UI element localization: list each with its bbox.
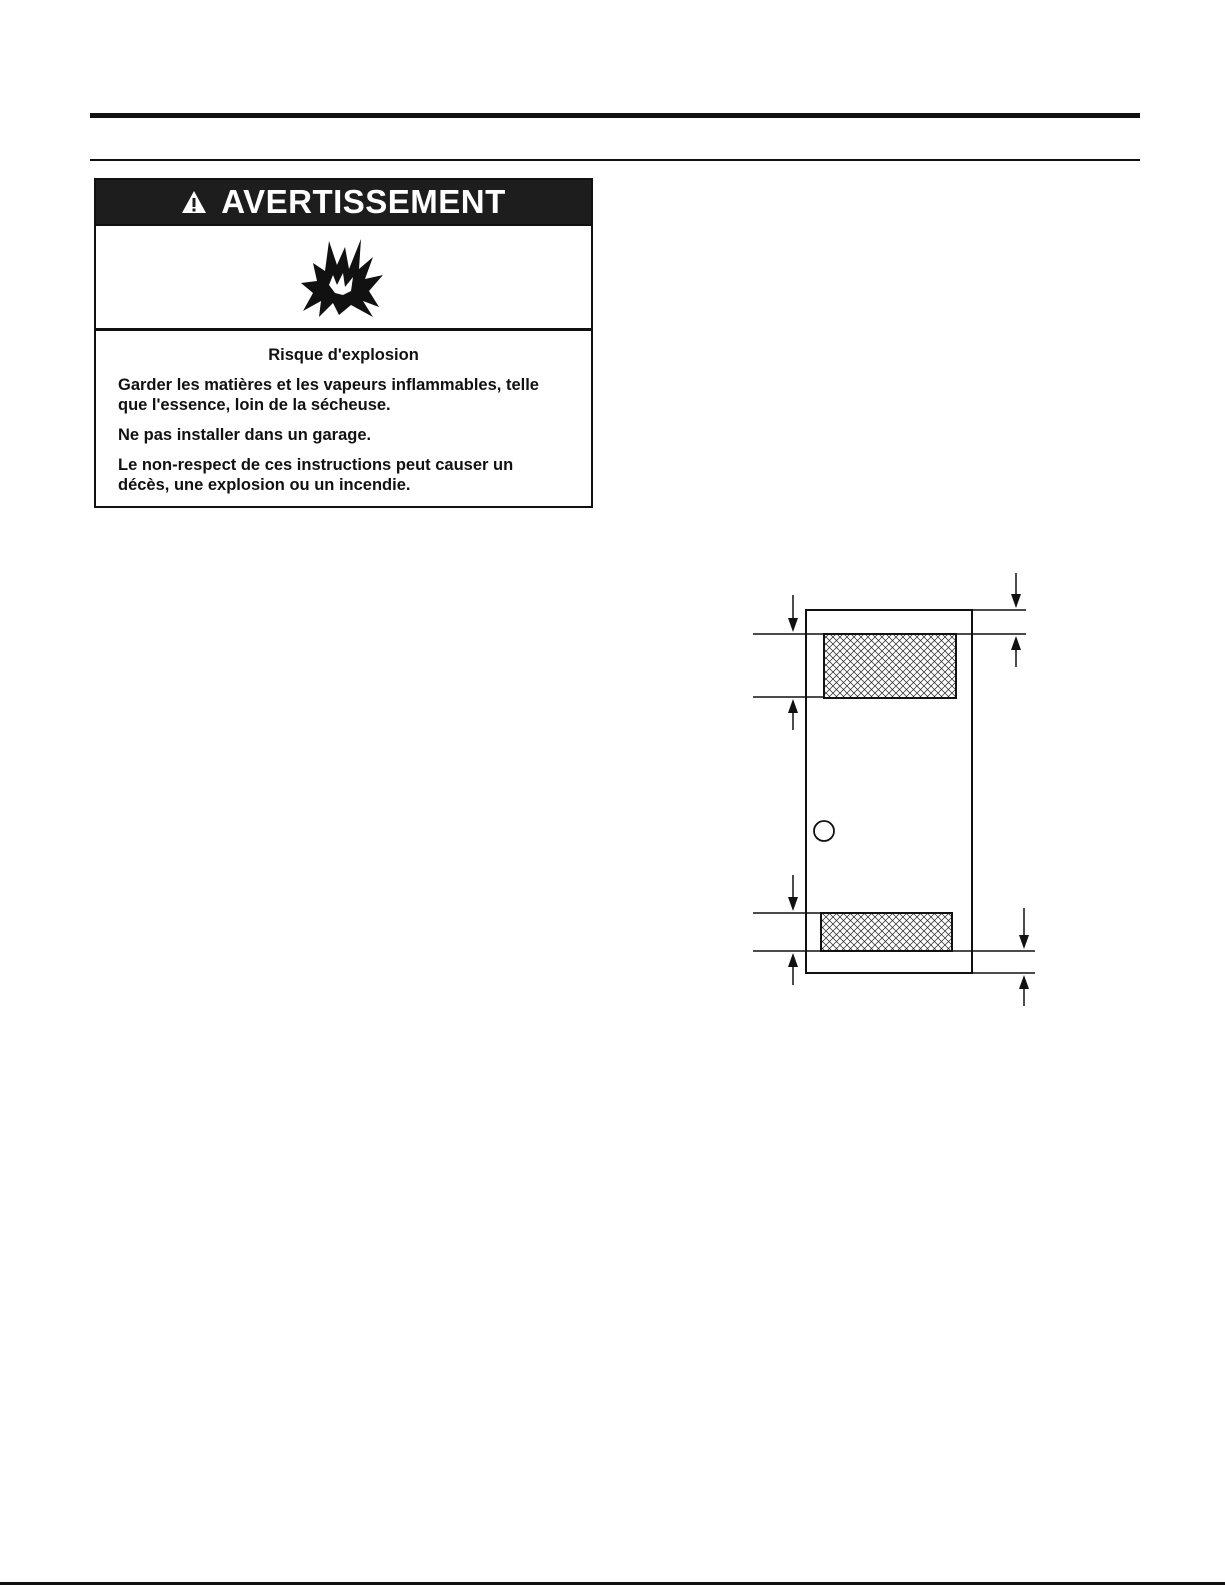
dimension-arrow bbox=[753, 595, 824, 730]
dimension-arrow bbox=[956, 573, 1026, 667]
lower-vent-grille bbox=[821, 913, 952, 951]
warning-instruction: Garder les matières et les vapeurs inflammables, telle que l'essence, loin de la sécheuse. bbox=[118, 376, 539, 414]
upper-vent-grille bbox=[824, 634, 956, 698]
dimension-arrow bbox=[753, 875, 822, 985]
header-rule-thick bbox=[90, 113, 1140, 118]
warning-consequence: Le non-respect de ces instructions peut causer un décès, une explosion ou un incendie. bbox=[118, 456, 514, 494]
warning-box bbox=[94, 178, 593, 508]
header-rule-thin bbox=[90, 159, 1140, 161]
hazard-title: Risque d'explosion bbox=[268, 346, 419, 364]
warning-title: AVERTISSEMENT bbox=[221, 183, 506, 220]
dimension-arrow bbox=[952, 908, 1035, 1006]
warning-triangle-icon bbox=[181, 190, 207, 214]
warning-header bbox=[96, 180, 591, 224]
warning-body bbox=[96, 331, 591, 495]
explosion-icon bbox=[299, 235, 389, 319]
warning-instruction: Ne pas installer dans un garage. bbox=[118, 426, 372, 444]
door-knob bbox=[814, 821, 834, 841]
door-vent-diagram bbox=[740, 568, 1040, 1013]
pictogram-area bbox=[96, 226, 591, 328]
